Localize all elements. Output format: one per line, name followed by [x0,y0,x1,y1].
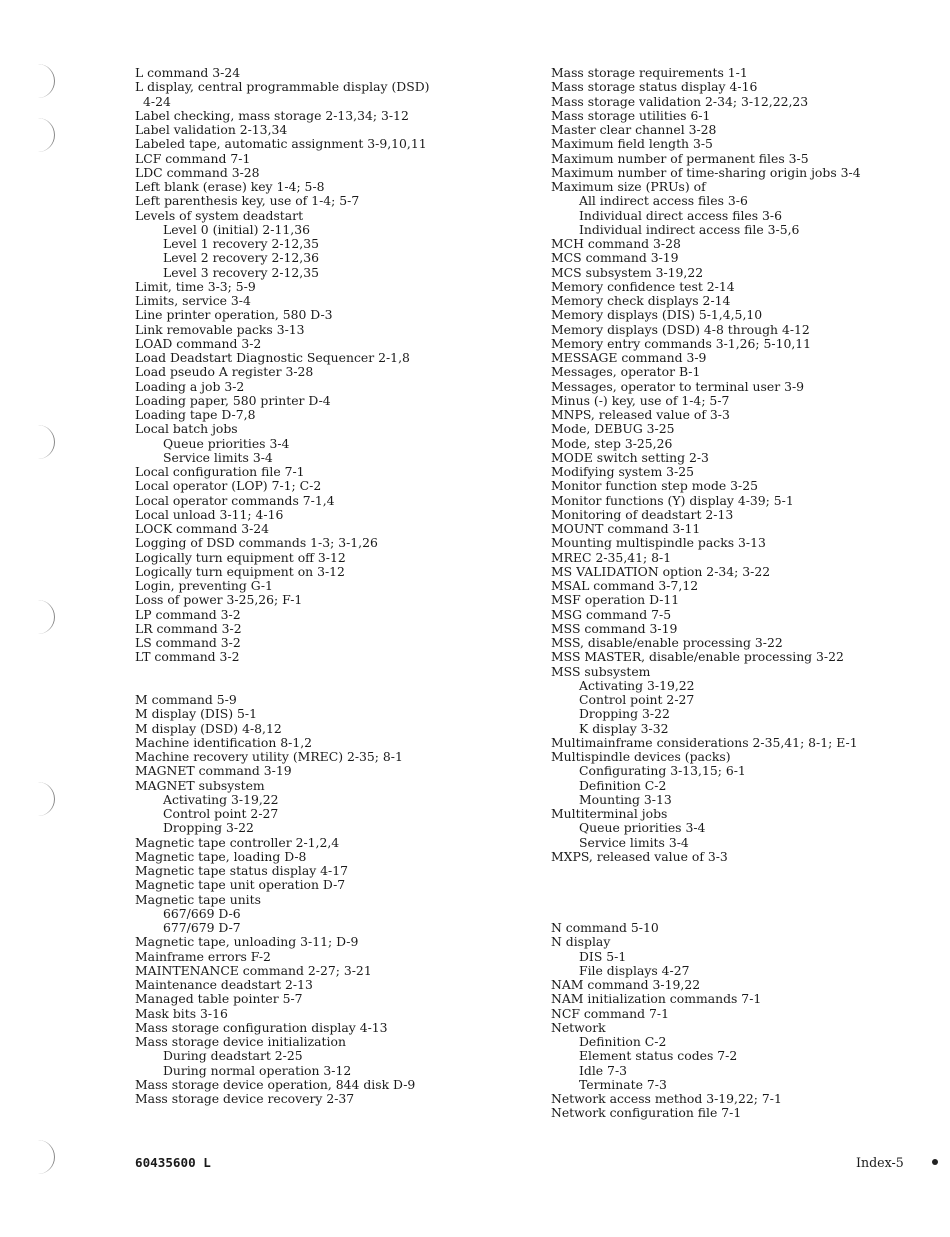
index-column-right [551,66,941,1121]
index-entry: Mass storage device operation, 844 disk D-9 [135,1076,416,1092]
index-entry: MAINTENANCE command 2-27; 3-21 [135,962,372,978]
binder-hole-mark [36,118,55,152]
index-entry: Line printer operation, 580 D-3 [135,307,333,323]
binder-hole-mark [36,600,55,634]
index-entry: Messages, operator to terminal user 3-9 [551,378,805,394]
index-entry: Local unload 3-11; 4-16 [135,506,284,522]
index-entry: Level 3 recovery 2-12,35 [163,264,320,280]
index-entry: L display, central programmable display (DSD) [135,79,430,95]
index-entry: Messages, operator B-1 [551,364,701,380]
binder-hole-mark [36,782,55,816]
index-entry: Loss of power 3-25,26; F-1 [135,592,303,608]
index-entry: Mass storage device initialization [135,1034,346,1049]
index-entry: Loading a job 3-2 [135,378,245,394]
index-entry: MESSAGE command 3-9 [551,350,707,365]
index-entry: MCS subsystem 3-19,22 [551,264,704,280]
index-entry: Multispindle devices (packs) [551,749,731,764]
index-entry: Mass storage validation 2-34; 3-12,22,23 [551,93,809,109]
index-entry: Control point 2-27 [579,692,695,707]
index-entry: File displays 4-27 [579,962,690,978]
index-entry: 667/669 D-6 [163,905,241,921]
index-entry: Individual indirect access file 3-5,6 [579,221,800,237]
index-entry: Label validation 2-13,34 [135,122,288,137]
index-entry: Magnetic tape controller 2-1,2,4 [135,834,340,850]
index-entry: LR command 3-2 [135,620,242,636]
index-entry: MSS subsystem [551,663,651,679]
index-spacer [135,679,525,693]
index-entry: Service limits 3-4 [579,834,689,850]
index-entry: MCS command 3-19 [551,250,679,266]
index-entry: Load pseudo A register 3-28 [135,364,314,380]
index-entry: Dropping 3-22 [579,706,670,722]
index-entry: Link removable packs 3-13 [135,321,305,337]
document-number: 60435600 L [135,1155,211,1170]
index-entry: Machine identification 8-1,2 [135,734,313,750]
index-entry: Activating 3-19,22 [163,791,279,807]
index-entry: Network [551,1019,606,1035]
index-entry: Multimainframe considerations 2-35,41; 8-1; E-1 [551,734,858,750]
index-entry: Element status codes 7-2 [579,1048,738,1064]
index-entry: Managed table pointer 5-7 [135,991,303,1007]
index-entry: N command 5-10 [551,920,659,935]
index-entry: Left parenthesis key, use of 1-4; 5-7 [135,193,360,209]
index-entry: Monitor function step mode 3-25 [551,478,758,494]
index-entry: Mass storage configuration display 4-13 [135,1019,388,1035]
index-entry: Left blank (erase) key 1-4; 5-8 [135,179,325,194]
index-entry: Activating 3-19,22 [579,677,695,693]
index-entry: L command 3-24 [135,65,241,80]
index-entry: Configurating 3-13,15; 6-1 [579,763,746,779]
index-entry: M display (DIS) 5-1 [135,706,257,722]
index-entry: Mass storage status display 4-16 [551,79,758,95]
index-entry: Definition C-2 [579,1034,667,1049]
index-entry: Memory entry commands 3-1,26; 5-10,11 [551,335,812,351]
index-entry: LOAD command 3-2 [135,335,262,351]
index-entry: Maintenance deadstart 2-13 [135,977,313,992]
index-entry: NAM initialization commands 7-1 [551,991,762,1007]
index-entry: Magnetic tape, unloading 3-11; D-9 [135,934,359,950]
index-entry: NCF command 7-1 [551,1005,669,1021]
index-entry: Maximum field length 3-5 [551,136,713,152]
index-entry: Magnetic tape, loading D-8 [135,848,307,864]
index-entry: LS command 3-2 [135,635,241,650]
index-entry: Maximum number of time-sharing origin jobs 3-4 [551,164,861,180]
index-entry: Queue priorities 3-4 [163,435,290,451]
index-entry: Memory check displays 2-14 [551,293,731,308]
index-entry: Memory displays (DIS) 5-1,4,5,10 [551,307,763,323]
index-entry: LT command 3-2 [135,649,240,665]
index-entry: MSF operation D-11 [551,592,680,608]
index-entry: Label checking, mass storage 2-13,34; 3-12 [135,107,409,123]
index-column-left [135,66,525,1106]
index-entry: LP command 3-2 [135,606,241,622]
index-entry: Mode, step 3-25,26 [551,435,673,451]
index-entry: Terminate 7-3 [579,1076,667,1092]
index-entry: Mass storage device recovery 2-37 [135,1091,355,1106]
index-entry: Limits, service 3-4 [135,293,251,308]
index-entry: LDC command 3-28 [135,164,260,180]
index-entry: N display [551,934,611,950]
index-entry: MXPS, released value of 3-3 [551,848,728,864]
index-entry: MOUNT command 3-11 [551,521,701,536]
index-entry: Memory displays (DSD) 4-8 through 4-12 [551,321,810,337]
index-spacer [135,665,525,679]
index-spacer [551,878,941,892]
index-entry: Load Deadstart Diagnostic Sequencer 2-1,8 [135,350,410,365]
index-entry: DIS 5-1 [579,948,627,964]
index-entry: Individual direct access files 3-6 [579,207,783,223]
index-entry: Maximum size (PRUs) of [551,179,706,194]
index-entry: Machine recovery utility (MREC) 2-35; 8-1 [135,749,403,764]
index-entry: MS VALIDATION option 2-34; 3-22 [551,563,771,579]
index-entry: Mainframe errors F-2 [135,948,271,964]
index-entry: Modifying system 3-25 [551,464,694,479]
index-entry: M command 5-9 [135,692,237,707]
index-entry: Limit, time 3-3; 5-9 [135,278,256,294]
index-entry: Magnetic tape status display 4-17 [135,863,349,878]
index-entry: LCF command 7-1 [135,150,251,166]
index-entry: Dropping 3-22 [163,820,254,836]
index-entry: Level 1 recovery 2-12,35 [163,236,320,251]
index-entry: Control point 2-27 [163,806,279,821]
index-spacer [551,893,941,907]
index-entry: NAM command 3-19,22 [551,977,701,992]
index-entry: MSG command 7-5 [551,606,672,622]
index-spacer [551,907,941,921]
index-entry: Monitor functions (Y) display 4-39; 5-1 [551,492,794,508]
index-entry: Login, preventing G-1 [135,578,273,593]
index-entry: Mask bits 3-16 [135,1005,228,1021]
index-entry: MSS command 3-19 [551,620,678,636]
index-entry: Logically turn equipment off 3-12 [135,549,346,565]
index-spacer [551,864,941,878]
index-entry: Network access method 3-19,22; 7-1 [551,1091,782,1106]
index-entry: MCH command 3-28 [551,236,681,251]
index-entry: Minus (-) key, use of 1-4; 5-7 [551,392,730,408]
index-entry: MREC 2-35,41; 8-1 [551,549,672,565]
index-entry: Memory confidence test 2-14 [551,278,735,294]
index-entry: Levels of system deadstart [135,207,304,223]
index-entry: Monitoring of deadstart 2-13 [551,506,734,522]
index-entry: MSS MASTER, disable/enable processing 3-22 [551,649,844,665]
index-entry: Loading tape D-7,8 [135,407,256,422]
index-entry: MNPS, released value of 3-3 [551,407,730,422]
index-entry: All indirect access files 3-6 [579,193,748,209]
index-entry: LOCK command 3-24 [135,521,270,536]
index-entry: Magnetic tape unit operation D-7 [135,877,346,893]
index-entry: Magnetic tape units [135,891,261,907]
index-entry: 4-24 [143,93,171,109]
index-entry: During normal operation 3-12 [163,1062,352,1078]
index-entry: MSAL command 3-7,12 [551,578,699,593]
page-label: Index-5 [856,1155,904,1170]
index-entry: Level 2 recovery 2-12,36 [163,250,320,266]
index-entry: Idle 7-3 [579,1062,628,1078]
index-entry: Maximum number of permanent files 3-5 [551,150,809,166]
index-entry: Labeled tape, automatic assignment 3-9,10,11 [135,136,427,152]
index-entry: Multiterminal jobs [551,806,668,821]
index-entry: Service limits 3-4 [163,449,273,465]
index-entry: MODE switch setting 2-3 [551,449,709,465]
index-entry: Master clear channel 3-28 [551,122,717,137]
index-entry: Network configuration file 7-1 [551,1105,742,1121]
index-entry: Loading paper, 580 printer D-4 [135,392,331,408]
index-entry: Mounting 3-13 [579,791,672,807]
index-entry: Mass storage utilities 6-1 [551,107,711,123]
index-entry: Local operator commands 7-1,4 [135,492,335,508]
binder-hole-mark [36,1140,55,1174]
index-entry: Local operator (LOP) 7-1; C-2 [135,478,322,494]
index-entry: Logically turn equipment on 3-12 [135,563,345,579]
index-entry: Mode, DEBUG 3-25 [551,421,675,437]
index-entry: Local configuration file 7-1 [135,464,305,479]
binder-hole-mark [36,64,55,98]
index-entry: Definition C-2 [579,777,667,793]
index-entry: Local batch jobs [135,421,238,437]
binder-hole-mark [36,425,55,459]
index-entry: K display 3-32 [579,720,669,736]
index-entry: Mounting multispindle packs 3-13 [551,535,766,551]
index-entry: MAGNET subsystem [135,777,265,793]
index-entry: Logging of DSD commands 1-3; 3-1,26 [135,535,378,551]
index-entry: Level 0 (initial) 2-11,36 [163,221,310,237]
page-marker-dot [932,1159,938,1165]
index-entry: Queue priorities 3-4 [579,820,706,836]
index-entry: M display (DSD) 4-8,12 [135,720,282,736]
index-entry: Mass storage requirements 1-1 [551,65,748,80]
index-entry: MSS, disable/enable processing 3-22 [551,635,783,650]
index-entry: During deadstart 2-25 [163,1048,303,1064]
index-entry: 677/679 D-7 [163,920,241,935]
index-entry: MAGNET command 3-19 [135,763,292,779]
